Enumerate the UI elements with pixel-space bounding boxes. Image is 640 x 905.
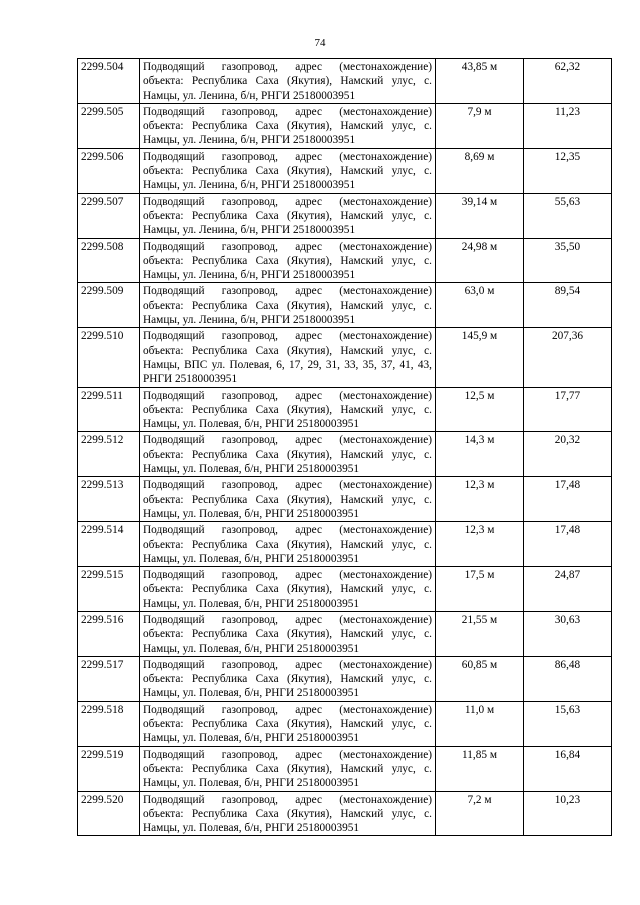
registry-table-body <box>78 59 612 836</box>
row-description-cell: Подводящий газопровод, адрес (местонахождение) объекта: Республика Саха (Якутия), Намский улус, с. Намцы, ул. Полевая, б/н, РНГИ 25180003951 <box>140 522 436 567</box>
row-length-cell: 7,9 м <box>436 103 524 148</box>
row-description-cell: Подводящий газопровод, адрес (местонахождение) объекта: Республика Саха (Якутия), Намский улус, с. Намцы, ул. Полевая, б/н, РНГИ 25180003951 <box>140 656 436 701</box>
row-length-cell: 12,3 м <box>436 477 524 522</box>
row-length-cell: 11,85 м <box>436 746 524 791</box>
row-description-cell: Подводящий газопровод, адрес (местонахождение) объекта: Республика Саха (Якутия), Намский улус, с. Намцы, ул. Ленина, б/н, РНГИ 25180003951 <box>140 238 436 283</box>
row-number-cell: 2299.520 <box>78 791 140 836</box>
row-value-cell: 55,63 <box>524 193 612 238</box>
row-description-cell: Подводящий газопровод, адрес (местонахождение) объекта: Республика Саха (Якутия), Намский улус, с. Намцы, ул. Полевая, б/н, РНГИ 25180003951 <box>140 567 436 612</box>
row-value-cell: 17,48 <box>524 522 612 567</box>
row-length-cell: 21,55 м <box>436 611 524 656</box>
row-length-cell: 7,2 м <box>436 791 524 836</box>
row-value-cell: 11,23 <box>524 103 612 148</box>
row-length-cell: 24,98 м <box>436 238 524 283</box>
row-description-cell: Подводящий газопровод, адрес (местонахождение) объекта: Республика Саха (Якутия), Намский улус, с. Намцы, ул. Полевая, б/н, РНГИ 25180003951 <box>140 746 436 791</box>
row-value-cell: 35,50 <box>524 238 612 283</box>
row-number-cell: 2299.507 <box>78 193 140 238</box>
row-length-cell: 43,85 м <box>436 59 524 104</box>
row-number-cell: 2299.512 <box>78 432 140 477</box>
page-number: 74 <box>314 37 326 49</box>
row-number-cell: 2299.511 <box>78 387 140 432</box>
table-row <box>78 477 612 522</box>
row-value-cell: 15,63 <box>524 701 612 746</box>
row-value-cell: 17,77 <box>524 387 612 432</box>
row-description-cell: Подводящий газопровод, адрес (местонахождение) объекта: Республика Саха (Якутия), Намский улус, с. Намцы, ул. Полевая, б/н, РНГИ 25180003951 <box>140 477 436 522</box>
row-length-cell: 17,5 м <box>436 567 524 612</box>
table-row <box>78 791 612 836</box>
row-length-cell: 60,85 м <box>436 656 524 701</box>
row-description-cell: Подводящий газопровод, адрес (местонахождение) объекта: Республика Саха (Якутия), Намский улус, с. Намцы, ул. Ленина, б/н, РНГИ 25180003951 <box>140 193 436 238</box>
row-number-cell: 2299.505 <box>78 103 140 148</box>
row-length-cell: 11,0 м <box>436 701 524 746</box>
row-number-cell: 2299.519 <box>78 746 140 791</box>
row-description-cell: Подводящий газопровод, адрес (местонахождение) объекта: Республика Саха (Якутия), Намский улус, с. Намцы, ул. Ленина, б/н, РНГИ 25180003951 <box>140 283 436 328</box>
row-length-cell: 14,3 м <box>436 432 524 477</box>
row-description-cell: Подводящий газопровод, адрес (местонахождение) объекта: Республика Саха (Якутия), Намский улус, с. Намцы, ул. Ленина, б/н, РНГИ 25180003951 <box>140 103 436 148</box>
row-description-cell: Подводящий газопровод, адрес (местонахождение) объекта: Республика Саха (Якутия), Намский улус, с. Намцы, ул. Ленина, б/н, РНГИ 25180003951 <box>140 148 436 193</box>
row-number-cell: 2299.508 <box>78 238 140 283</box>
row-value-cell: 207,36 <box>524 328 612 387</box>
table-row <box>78 238 612 283</box>
table-row <box>78 746 612 791</box>
row-value-cell: 86,48 <box>524 656 612 701</box>
row-value-cell: 62,32 <box>524 59 612 104</box>
row-number-cell: 2299.518 <box>78 701 140 746</box>
row-description-cell: Подводящий газопровод, адрес (местонахождение) объекта: Республика Саха (Якутия), Намский улус, с. Намцы, ул. Полевая, б/н, РНГИ 25180003951 <box>140 611 436 656</box>
table-row <box>78 103 612 148</box>
table-row <box>78 701 612 746</box>
row-length-cell: 145,9 м <box>436 328 524 387</box>
table-row <box>78 611 612 656</box>
row-description-cell: Подводящий газопровод, адрес (местонахождение) объекта: Республика Саха (Якутия), Намский улус, с. Намцы, ул. Полевая, б/н, РНГИ 25180003951 <box>140 791 436 836</box>
row-value-cell: 24,87 <box>524 567 612 612</box>
row-value-cell: 10,23 <box>524 791 612 836</box>
row-value-cell: 20,32 <box>524 432 612 477</box>
row-description-cell: Подводящий газопровод, адрес (местонахождение) объекта: Республика Саха (Якутия), Намский улус, с. Намцы, ул. Полевая, б/н, РНГИ 25180003951 <box>140 432 436 477</box>
table-row <box>78 193 612 238</box>
table-row <box>78 328 612 387</box>
row-number-cell: 2299.504 <box>78 59 140 104</box>
row-number-cell: 2299.517 <box>78 656 140 701</box>
row-value-cell: 12,35 <box>524 148 612 193</box>
row-number-cell: 2299.514 <box>78 522 140 567</box>
row-number-cell: 2299.513 <box>78 477 140 522</box>
row-number-cell: 2299.516 <box>78 611 140 656</box>
row-description-cell: Подводящий газопровод, адрес (местонахождение) объекта: Республика Саха (Якутия), Намский улус, с. Намцы, ул. Ленина, б/н, РНГИ 25180003951 <box>140 59 436 104</box>
table-row <box>78 59 612 104</box>
registry-table <box>77 58 612 836</box>
table-row <box>78 283 612 328</box>
row-number-cell: 2299.506 <box>78 148 140 193</box>
row-value-cell: 16,84 <box>524 746 612 791</box>
table-row <box>78 656 612 701</box>
row-number-cell: 2299.515 <box>78 567 140 612</box>
row-number-cell: 2299.509 <box>78 283 140 328</box>
row-number-cell: 2299.510 <box>78 328 140 387</box>
row-value-cell: 89,54 <box>524 283 612 328</box>
row-length-cell: 12,5 м <box>436 387 524 432</box>
row-value-cell: 17,48 <box>524 477 612 522</box>
row-value-cell: 30,63 <box>524 611 612 656</box>
table-row <box>78 148 612 193</box>
row-length-cell: 63,0 м <box>436 283 524 328</box>
table-row <box>78 387 612 432</box>
row-description-cell: Подводящий газопровод, адрес (местонахождение) объекта: Республика Саха (Якутия), Намский улус, с. Намцы, ул. Полевая, б/н, РНГИ 25180003951 <box>140 701 436 746</box>
table-row <box>78 432 612 477</box>
row-description-cell: Подводящий газопровод, адрес (местонахождение) объекта: Республика Саха (Якутия), Намский улус, с. Намцы, ВПС ул. Полевая, 6, 17, 29, 31, 33, 35, 37, 41, 43, РНГИ 25180003951 <box>140 328 436 387</box>
table-row <box>78 567 612 612</box>
row-description-cell: Подводящий газопровод, адрес (местонахождение) объекта: Республика Саха (Якутия), Намский улус, с. Намцы, ул. Полевая, б/н, РНГИ 25180003951 <box>140 387 436 432</box>
row-length-cell: 39,14 м <box>436 193 524 238</box>
row-length-cell: 8,69 м <box>436 148 524 193</box>
row-length-cell: 12,3 м <box>436 522 524 567</box>
table-row <box>78 522 612 567</box>
